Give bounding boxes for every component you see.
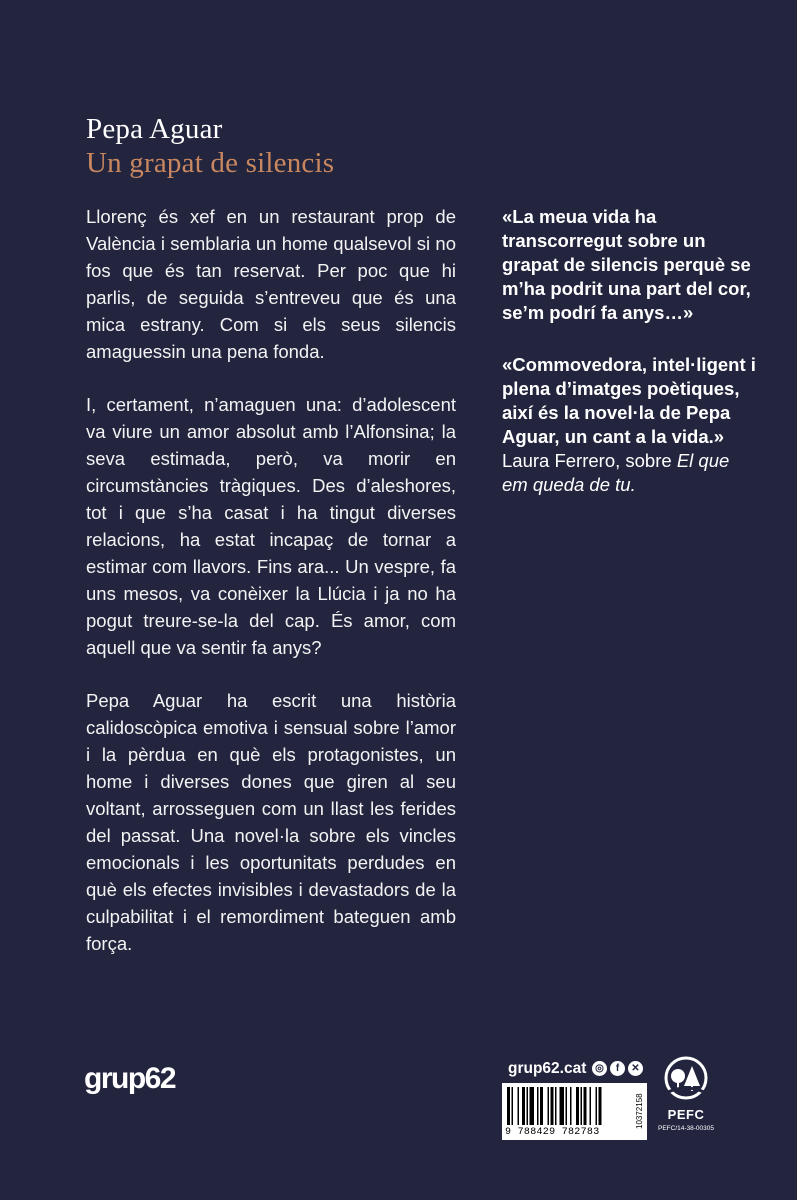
isbn-barcode bbox=[502, 1083, 647, 1140]
blurb-paragraph-1: Llorenç és xef en un restaurant prop de València i semblaria un home qualsevol si no fos que és tan reservat. Per poc que hi parlis, de seguida s’entreveu que és una mica estrany. Com si els seus silencis amaguessin una pena fonda. bbox=[86, 206, 456, 362]
pefc-code: PEFC/14-38-00305 bbox=[657, 1125, 714, 1132]
blurb bbox=[86, 203, 456, 983]
instagram-icon[interactable]: ◎ bbox=[592, 1061, 607, 1076]
x-icon[interactable]: ✕ bbox=[628, 1061, 643, 1076]
website-link[interactable]: grup62.cat bbox=[508, 1060, 587, 1077]
author-name: Pepa Aguar bbox=[86, 113, 223, 145]
blurb-paragraph-2: I, certament, n’amaguen una: d’adolescent va viure un amor absolut amb l’Alfonsina; la seva estimada, però, va morir en circumstàncies tràgiques. Des d’aleshores, tot i que s’ha casat i ha tingut diverses relacions, ha estat incapaç de tornar a estimar com llavors. Fins ara... Un vespre, fa uns mesos, va conèixer la Llúcia i ja no ha pogut treure-se-la del cap. És amor, com aquell que va sentir fa anys? bbox=[86, 394, 456, 658]
blurb-paragraph-3: Pepa Aguar ha escrit una història calidoscòpica emotiva i sensual sobre l’amor i la pèrdua en què els protagonistes, un home i diverses dones que giren al seu voltant, arrosseguen com un llast les ferides del passat. Una novel·la sobre els vincles emocionals i les oportunitats perdudes en què els efectes invisibles i devastadors de la culpabilitat i el remordiment bateguen amb força. bbox=[86, 690, 456, 954]
social-icons bbox=[592, 1061, 643, 1076]
pefc-certification bbox=[655, 1056, 717, 1132]
publisher-logo: grup62 bbox=[84, 1062, 176, 1095]
pefc-label: PEFC bbox=[667, 1107, 705, 1122]
item-code: 10372158 bbox=[635, 1093, 644, 1130]
pefc-tree-icon bbox=[660, 1056, 712, 1100]
excerpt-quote: «La meua vida ha transcorregut sobre un grapat de silencis perquè se m’ha podrit una part del cor, se’m podrí fa anys…» bbox=[502, 206, 751, 323]
quotes bbox=[502, 205, 757, 497]
review-source bbox=[502, 449, 757, 497]
book-title: Un grapat de silencis bbox=[86, 147, 335, 179]
facebook-icon[interactable]: f bbox=[610, 1061, 625, 1076]
review-source-book: El que em queda de tu. bbox=[502, 450, 730, 495]
review-quote: «Commovedora, intel·ligent i plena d’imatges poètiques, així és la novel·la de Pepa Aguar, un cant a la vida.» bbox=[502, 354, 756, 447]
isbn-digits: 9 788429 782783 bbox=[505, 1127, 600, 1138]
barcode-bars bbox=[507, 1087, 629, 1125]
review-source-author: Laura Ferrero, sobre bbox=[502, 450, 677, 471]
